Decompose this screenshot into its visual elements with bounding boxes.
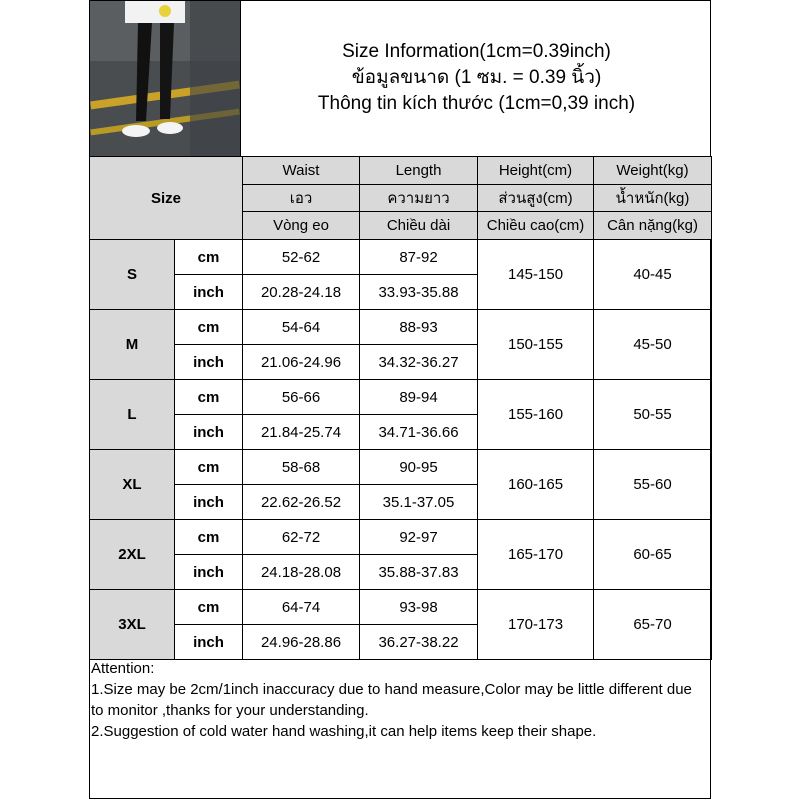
product-photo	[89, 0, 241, 157]
waist-inch-value: 22.62-26.52	[243, 485, 360, 520]
size-label: 3XL	[90, 590, 175, 660]
length-inch-value: 33.93-35.88	[360, 275, 478, 310]
col-header-weight-en: Weight(kg)	[594, 157, 712, 185]
col-header-weight-th: น้ำหนัก(kg)	[594, 185, 712, 212]
size-label: 2XL	[90, 520, 175, 590]
waist-inch-value: 21.84-25.74	[243, 415, 360, 450]
waist-cm-value: 52-62	[243, 240, 360, 275]
attention-note-2: 2.Suggestion of cold water hand washing,it can help items keep their shape.	[91, 723, 597, 740]
size-label: XL	[90, 450, 175, 520]
length-cm-value: 87-92	[360, 240, 478, 275]
weight-value: 60-65	[594, 520, 712, 590]
title-thai: ข้อมูลขนาด (1 ซม. = 0.39 นิ้ว)	[351, 67, 602, 88]
length-cm-value: 92-97	[360, 520, 478, 555]
waist-cm-value: 56-66	[243, 380, 360, 415]
unit-cm: cm	[175, 520, 243, 555]
unit-inch: inch	[175, 485, 243, 520]
col-header-height-en: Height(cm)	[478, 157, 594, 185]
waist-cm-value: 58-68	[243, 450, 360, 485]
waist-cm-value: 64-74	[243, 590, 360, 625]
length-cm-value: 93-98	[360, 590, 478, 625]
col-header-waist-en: Waist	[243, 157, 360, 185]
waist-inch-value: 24.18-28.08	[243, 555, 360, 590]
length-cm-value: 90-95	[360, 450, 478, 485]
waist-cm-value: 62-72	[243, 520, 360, 555]
length-inch-value: 34.71-36.66	[360, 415, 478, 450]
unit-cm: cm	[175, 590, 243, 625]
col-header-weight-vi: Cân nặng(kg)	[594, 212, 712, 240]
col-header-waist-vi: Vòng eo	[243, 212, 360, 240]
size-header: Size	[90, 157, 243, 240]
title-vietnamese: Thông tin kích thước (1cm=0,39 inch)	[317, 93, 636, 114]
col-header-height-vi: Chiều cao(cm)	[478, 212, 594, 240]
unit-inch: inch	[175, 275, 243, 310]
length-cm-value: 89-94	[360, 380, 478, 415]
length-inch-value: 34.32-36.27	[360, 345, 478, 380]
attention-note-1: 1.Size may be 2cm/1inch inaccuracy due to hand measure,Color may be little different due to monitor ,thanks for your understanding.	[91, 681, 692, 719]
title-english: Size Information(1cm=0.39inch)	[342, 41, 611, 62]
unit-inch: inch	[175, 625, 243, 660]
weight-value: 40-45	[594, 240, 712, 310]
col-header-length-th: ความยาว	[360, 185, 478, 212]
height-value: 170-173	[478, 590, 594, 660]
height-value: 155-160	[478, 380, 594, 450]
weight-value: 45-50	[594, 310, 712, 380]
size-label: M	[90, 310, 175, 380]
unit-inch: inch	[175, 345, 243, 380]
col-header-height-th: ส่วนสูง(cm)	[478, 185, 594, 212]
unit-cm: cm	[175, 380, 243, 415]
size-info-title	[242, 0, 711, 157]
length-inch-value: 35.88-37.83	[360, 555, 478, 590]
col-header-length-en: Length	[360, 157, 478, 185]
size-table	[89, 156, 712, 660]
waist-inch-value: 21.06-24.96	[243, 345, 360, 380]
unit-cm: cm	[175, 450, 243, 485]
weight-value: 50-55	[594, 380, 712, 450]
attention-notes	[91, 658, 707, 742]
unit-inch: inch	[175, 415, 243, 450]
waist-inch-value: 20.28-24.18	[243, 275, 360, 310]
length-inch-value: 36.27-38.22	[360, 625, 478, 660]
product-photo-legs-icon	[90, 1, 240, 156]
size-label: S	[90, 240, 175, 310]
unit-cm: cm	[175, 240, 243, 275]
col-header-length-vi: Chiều dài	[360, 212, 478, 240]
length-inch-value: 35.1-37.05	[360, 485, 478, 520]
waist-cm-value: 54-64	[243, 310, 360, 345]
length-cm-value: 88-93	[360, 310, 478, 345]
col-header-waist-th: เอว	[243, 185, 360, 212]
height-value: 165-170	[478, 520, 594, 590]
height-value: 160-165	[478, 450, 594, 520]
height-value: 145-150	[478, 240, 594, 310]
attention-heading: Attention:	[91, 660, 155, 677]
weight-value: 65-70	[594, 590, 712, 660]
height-value: 150-155	[478, 310, 594, 380]
unit-inch: inch	[175, 555, 243, 590]
size-label: L	[90, 380, 175, 450]
waist-inch-value: 24.96-28.86	[243, 625, 360, 660]
unit-cm: cm	[175, 310, 243, 345]
weight-value: 55-60	[594, 450, 712, 520]
